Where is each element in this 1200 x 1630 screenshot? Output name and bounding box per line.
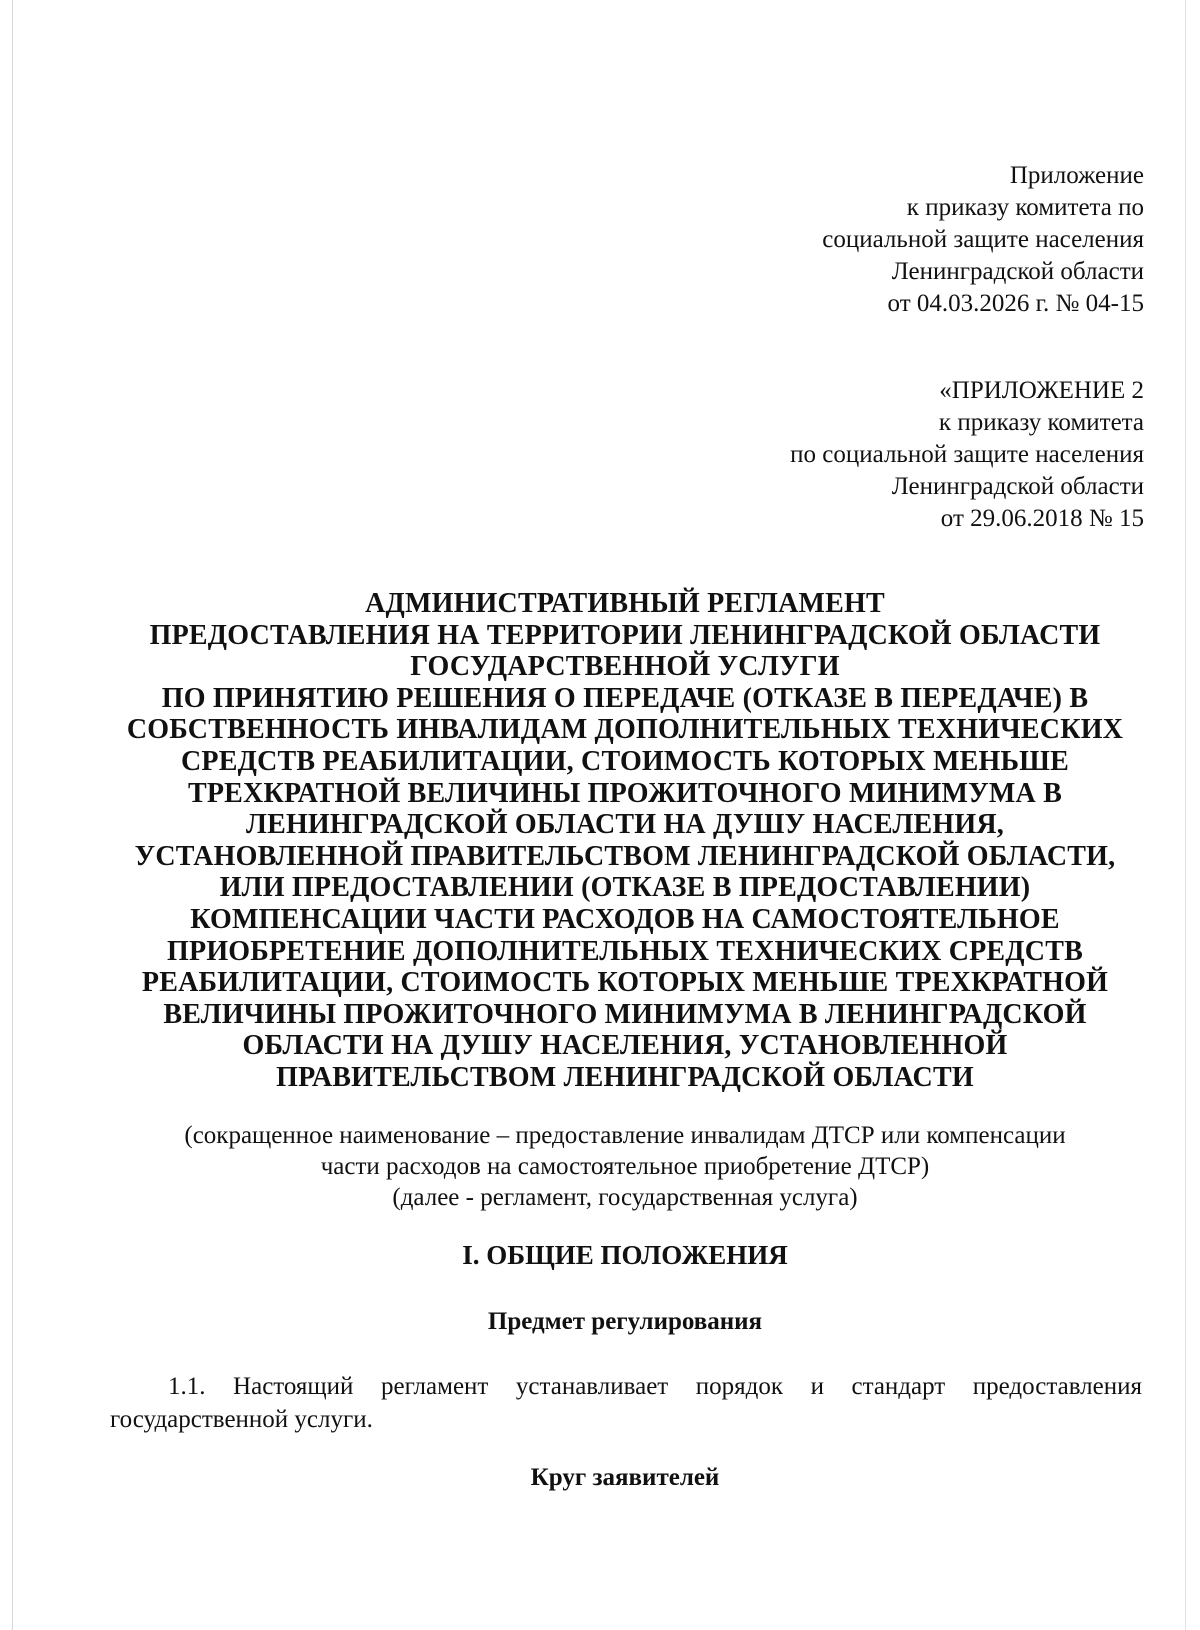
title-line: ТРЕХКРАТНОЙ ВЕЛИЧИНЫ ПРОЖИТОЧНОГО МИНИМУМА В [187, 777, 1063, 809]
appendix-header-line: Ленинградской области [891, 258, 1144, 285]
scan-edge-right [1185, 0, 1186, 1630]
appendix2-header-line: Ленинградской области [891, 473, 1144, 500]
paragraph-line: 1.1. Настоящий регламент устанавливает порядок и стандарт предоставления [168, 1373, 1142, 1400]
appendix2-header-line: к приказу комитета [938, 409, 1144, 436]
appendix-header-line: социальной защите населения [822, 226, 1144, 253]
appendix-header-line: от 04.03.2026 г. № 04-15 [887, 290, 1144, 317]
regulation-title [110, 588, 1140, 1094]
short-name-line: (сокращенное наименование – предоставление инвалидам ДТСР или компенсации [184, 1122, 1066, 1149]
appendix2-header-line: «ПРИЛОЖЕНИЕ 2 [939, 377, 1144, 404]
appendix-header [584, 160, 1144, 320]
paragraph-line: государственной услуги. [110, 1406, 373, 1433]
appendix2-header-line: от 29.06.2018 № 15 [940, 505, 1144, 532]
title-line: СРЕДСТВ РЕАБИЛИТАЦИИ, СТОИМОСТЬ КОТОРЫХ МЕНЬШЕ [181, 745, 1069, 777]
scan-edge-left [12, 0, 13, 1630]
title-line: ПРАВИТЕЛЬСТВОМ ЛЕНИНГРАДСКОЙ ОБЛАСТИ [276, 1061, 974, 1093]
title-line: АДМИНИСТРАТИВНЫЙ РЕГЛАМЕНТ [365, 588, 885, 619]
title-line: ПРЕДОСТАВЛЕНИЯ НА ТЕРРИТОРИИ ЛЕНИНГРАДСКОЙ ОБЛАСТИ [149, 619, 1101, 651]
section-heading: I. ОБЩИЕ ПОЛОЖЕНИЯ [462, 1240, 788, 1270]
title-line: ОБЛАСТИ НА ДУШУ НАСЕЛЕНИЯ, УСТАНОВЛЕННОЙ [242, 1030, 1008, 1062]
title-line: КОМПЕНСАЦИИ ЧАСТИ РАСХОДОВ НА САМОСТОЯТЕЛЬНОЕ [190, 903, 1060, 935]
title-line: ГОСУДАРСТВЕННОЙ УСЛУГИ [410, 651, 840, 683]
title-line: ПРИОБРЕТЕНИЕ ДОПОЛНИТЕЛЬНЫХ ТЕХНИЧЕСКИХ СРЕДСТВ [167, 935, 1083, 967]
appendix2-header [584, 375, 1144, 535]
title-line: СОБСТВЕННОСТЬ ИНВАЛИДАМ ДОПОЛНИТЕЛЬНЫХ ТЕХНИЧЕСКИХ [126, 714, 1124, 746]
subject-heading: Предмет регулирования [487, 1308, 763, 1335]
appendix-header-line: к приказу комитета по [906, 194, 1144, 221]
appendix-header-line: Приложение [1009, 162, 1144, 189]
title-line: УСТАНОВЛЕННОЙ ПРАВИТЕЛЬСТВОМ ЛЕНИНГРАДСКОЙ ОБЛАСТИ, [134, 840, 1116, 872]
short-name-note [110, 1120, 1140, 1213]
applicants-heading: Круг заявителей [530, 1464, 720, 1491]
paragraph-1-1 [110, 1370, 1142, 1436]
short-name-line: части расходов на самостоятельное приобретение ДТСР) [320, 1153, 930, 1180]
appendix2-header-line: по социальной защите населения [790, 441, 1144, 468]
title-line: ЛЕНИНГРАДСКОЙ ОБЛАСТИ НА ДУШУ НАСЕЛЕНИЯ, [246, 809, 1004, 841]
title-line: ИЛИ ПРЕДОСТАВЛЕНИИ (ОТКАЗЕ В ПРЕДОСТАВЛЕНИИ) [219, 872, 1031, 904]
short-name-line: (далее - регламент, государственная услуга) [392, 1184, 858, 1211]
title-line: ВЕЛИЧИНЫ ПРОЖИТОЧНОГО МИНИМУМА В ЛЕНИНГРАДСКОЙ [163, 998, 1087, 1030]
title-line: РЕАБИЛИТАЦИИ, СТОИМОСТЬ КОТОРЫХ МЕНЬШЕ ТРЕХКРАТНОЙ [141, 967, 1109, 999]
title-line: ПО ПРИНЯТИЮ РЕШЕНИЯ О ПЕРЕДАЧЕ (ОТКАЗЕ В ПЕРЕДАЧЕ) В [161, 682, 1089, 714]
